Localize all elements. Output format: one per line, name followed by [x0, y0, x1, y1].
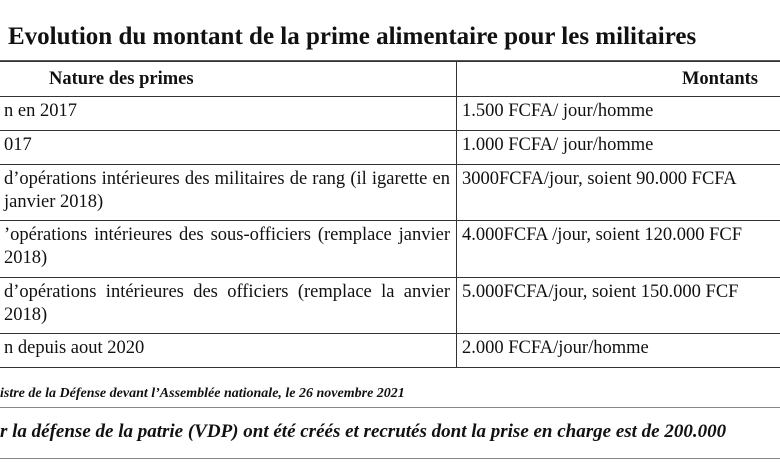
column-header-nature: Nature des primes [0, 62, 457, 97]
table-header-row [0, 62, 780, 97]
cell-montant: 5.000FCFA/jour, soient 150.000 FCF [457, 277, 780, 333]
cell-nature: 017 [0, 130, 457, 164]
column-header-montants: Montants [457, 62, 780, 97]
table-row [0, 97, 780, 131]
cell-montant: 2.000 FCFA/jour/homme [457, 334, 780, 368]
table-row [0, 277, 780, 333]
document-title: Evolution du montant de la prime alimentaire pour les militaires [8, 23, 697, 50]
source-caption: istre de la Défense devant l’Assemblée nationale, le 26 novembre 2021 [0, 386, 405, 401]
note-divider-top [0, 407, 780, 408]
cell-nature: n depuis aout 2020 [0, 334, 457, 368]
note-divider-bottom [0, 458, 780, 459]
cell-montant: 1.000 FCFA/ jour/homme [457, 130, 780, 164]
cell-nature: ’opérations intérieures des sous-officiers (remplace janvier 2018) [0, 221, 457, 277]
cell-montant: 3000FCFA/jour, soient 90.000 FCFA [457, 164, 780, 220]
cell-montant: 1.500 FCFA/ jour/homme [457, 97, 780, 131]
cell-nature: d’opérations intérieures des militaires de rang (il igarette en janvier 2018) [0, 164, 457, 220]
cell-nature: n en 2017 [0, 97, 457, 131]
footnote-text: r la défense de la patrie (VDP) ont été créés et recrutés dont la prise en charge est de 200.000 [0, 421, 727, 442]
cell-nature: d’opérations intérieures des officiers (remplace la anvier 2018) [0, 277, 457, 333]
table-row [0, 164, 780, 220]
table-row [0, 221, 780, 277]
table-row [0, 334, 780, 368]
cell-montant: 4.000FCFA /jour, soient 120.000 FCF [457, 221, 780, 277]
prime-table [0, 61, 780, 368]
table-row [0, 130, 780, 164]
